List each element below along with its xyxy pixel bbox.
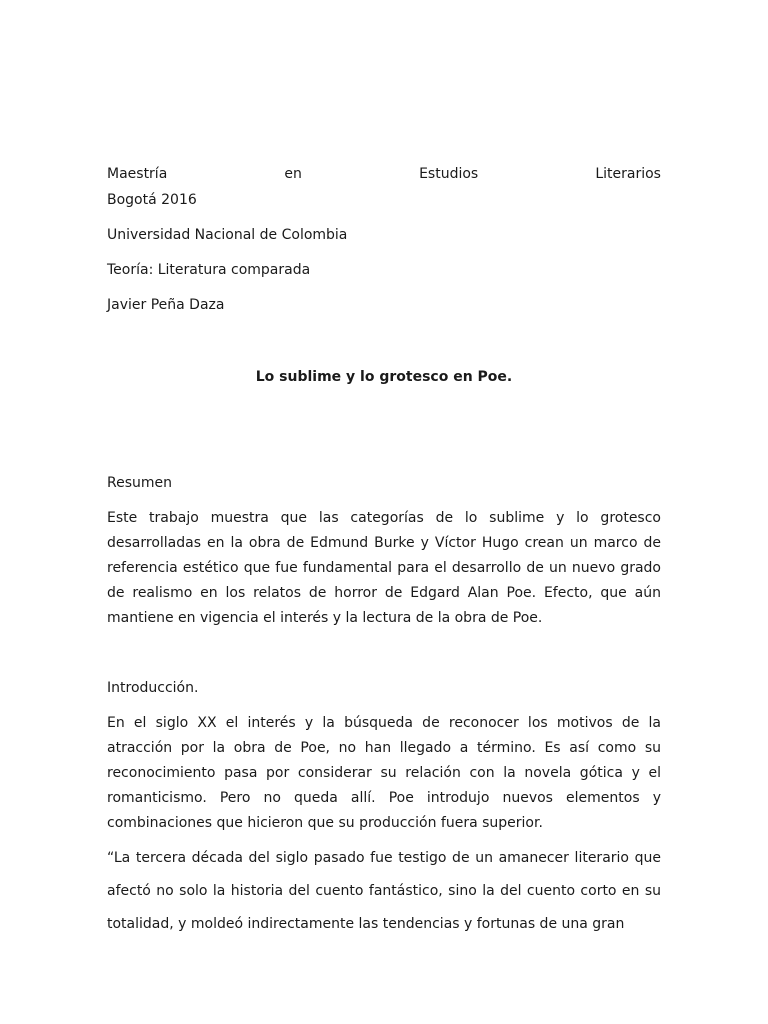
abstract-heading: Resumen <box>107 475 173 491</box>
program-word-1: Maestría <box>107 166 168 182</box>
introduction-heading: Introducción. <box>107 680 199 696</box>
place-year: Bogotá 2016 <box>107 192 197 208</box>
author: Javier Peña Daza <box>107 297 225 313</box>
program-word-3: Estudios <box>419 166 479 182</box>
document-page <box>107 164 661 941</box>
introduction-quote: “La tercera década del siglo pasado fue testigo de un amanecer literario que afectó no solo la historia del cuento fantástico, sino la del cuento corto en su totalidad, y moldeó indirectamente las tendencias y fortunas de una gran <box>107 850 661 932</box>
abstract-text: Este trabajo muestra que las categorías de lo sublime y lo grotesco desarrolladas en la obra de Edmund Burke y Víctor Hugo crean un marco de referencia estético que fue fundamental para el desarrollo de un nuevo grado de realismo en los relatos de horror de Edgard Alan Poe. Efecto, que aún mantiene en vigencia el interés y la lectura de la obra de Poe. <box>107 510 661 626</box>
program-word-2: en <box>284 166 302 182</box>
document-title: Lo sublime y lo grotesco en Poe. <box>255 369 513 385</box>
program-word-4: Literarios <box>595 166 661 182</box>
introduction-paragraph: En el siglo XX el interés y la búsqueda de reconocer los motivos de la atracción por la obra de Poe, no han llegado a término. Es así como su reconocimiento pasa por considerar su relación con la novela gótica y el romanticismo. Pero no queda allí. Poe introdujo nuevos elementos y combinaciones que hicieron que su producción fuera superior. <box>107 715 661 831</box>
course: Teoría: Literatura comparada <box>107 262 311 278</box>
university: Universidad Nacional de Colombia <box>107 227 348 243</box>
program-line <box>107 164 661 184</box>
